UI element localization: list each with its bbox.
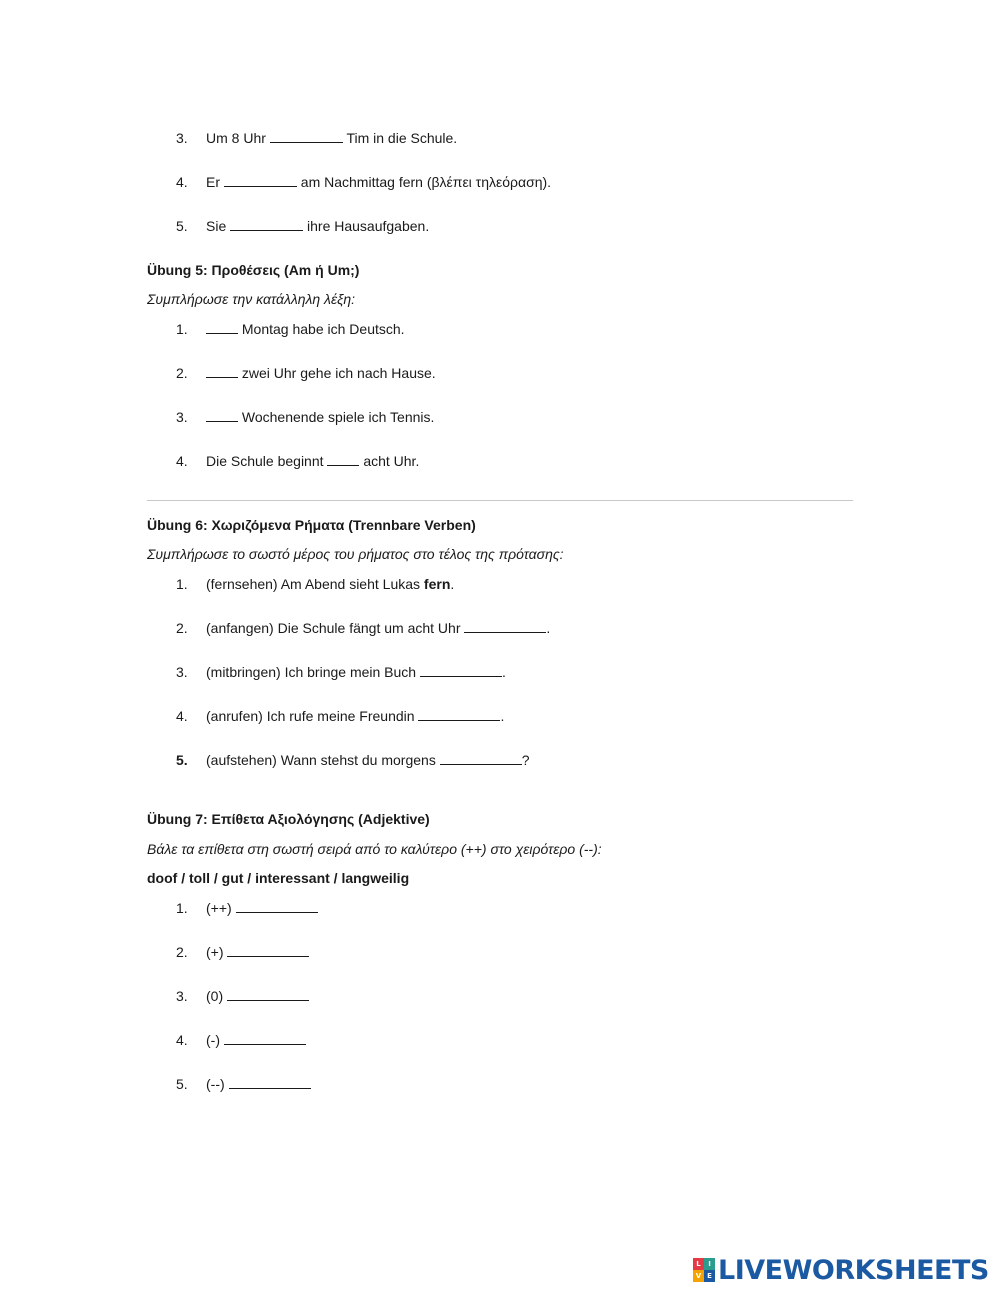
logo-badge-letter: E — [704, 1270, 715, 1282]
ex6-item-5: 5. (aufstehen) Wann stehst du morgens ? — [176, 752, 530, 768]
ex6-item-2: 2. (anfangen) Die Schule fängt um acht Uhr . — [176, 620, 551, 636]
ex5-item-4: 4. Die Schule beginnt acht Uhr. — [176, 453, 420, 469]
ex7-blank-5[interactable] — [229, 1075, 311, 1089]
ex5-instruction: Συμπλήρωσε την κατάλληλη λέξη: — [147, 291, 356, 307]
ex6-instruction: Συμπλήρωσε το σωστό μέρος του ρήματος στο τέλος της πρότασης: — [147, 546, 564, 562]
ex4-blank-4[interactable] — [224, 173, 297, 187]
ex7-item-5: 5. (--) — [176, 1075, 311, 1093]
ex7-instruction: Βάλε τα επίθετα στη σωστή σειρά από το καλύτερο (++) στο χειρότερο (--): — [147, 841, 602, 857]
ex5-blank-2[interactable] — [206, 364, 238, 378]
logo-badge-icon — [693, 1258, 715, 1282]
logo-badge-letter: I — [704, 1258, 715, 1270]
ex5-item-3: 3. Wochenende spiele ich Tennis. — [176, 409, 435, 425]
logo-text: LIVEWORKSHEETS — [718, 1254, 989, 1286]
liveworksheets-logo — [693, 1255, 989, 1285]
ex6-item-3: 3. (mitbringen) Ich bringe mein Buch . — [176, 664, 506, 680]
ex7-item-3: 3. (0) — [176, 987, 309, 1005]
ex6-answer-example: fern — [423, 576, 451, 592]
ex7-blank-1[interactable] — [236, 899, 318, 913]
ex7-title: Übung 7: Επίθετα Αξιολόγησης (Adjektive) — [147, 811, 430, 827]
ex6-item-1: 1. (fernsehen) Am Abend sieht Lukas fern. — [176, 576, 455, 592]
ex6-blank-2[interactable] — [464, 619, 546, 633]
ex7-blank-3[interactable] — [227, 987, 309, 1001]
ex5-item-1: 1. Montag habe ich Deutsch. — [176, 321, 405, 337]
ex4-blank-5[interactable] — [230, 217, 303, 231]
ex5-blank-3[interactable] — [206, 408, 238, 422]
ex7-item-1: 1. (++) — [176, 899, 318, 917]
ex4-item-3: 3. Um 8 Uhr Tim in die Schule. — [176, 130, 458, 146]
ex6-title: Übung 6: Χωριζόμενα Ρήματα (Trennbare Verben) — [147, 517, 476, 533]
logo-badge-letter: L — [693, 1258, 704, 1270]
ex7-blank-2[interactable] — [227, 943, 309, 957]
section-divider — [147, 500, 853, 501]
ex4-item-4: 4. Er am Nachmittag fern (βλέπει τηλεόραση). — [176, 174, 552, 190]
ex7-word-bank: doof / toll / gut / interessant / langweilig — [147, 870, 410, 886]
ex7-item-2: 2. (+) — [176, 943, 309, 961]
ex7-item-4: 4. (-) — [176, 1031, 306, 1049]
ex5-blank-1[interactable] — [206, 320, 238, 334]
ex7-blank-4[interactable] — [224, 1031, 306, 1045]
ex4-item-5: 5. Sie ihre Hausaufgaben. — [176, 218, 430, 234]
ex6-blank-5[interactable] — [440, 751, 522, 765]
ex5-title: Übung 5: Προθέσεις (Am ή Um;) — [147, 262, 360, 278]
ex6-blank-4[interactable] — [418, 707, 500, 721]
ex4-blank-3[interactable] — [270, 129, 343, 143]
ex5-blank-4[interactable] — [327, 452, 359, 466]
logo-badge-letter: V — [693, 1270, 704, 1282]
ex5-item-2: 2. zwei Uhr gehe ich nach Hause. — [176, 365, 436, 381]
ex6-blank-3[interactable] — [420, 663, 502, 677]
ex6-item-4: 4. (anrufen) Ich rufe meine Freundin . — [176, 708, 505, 724]
